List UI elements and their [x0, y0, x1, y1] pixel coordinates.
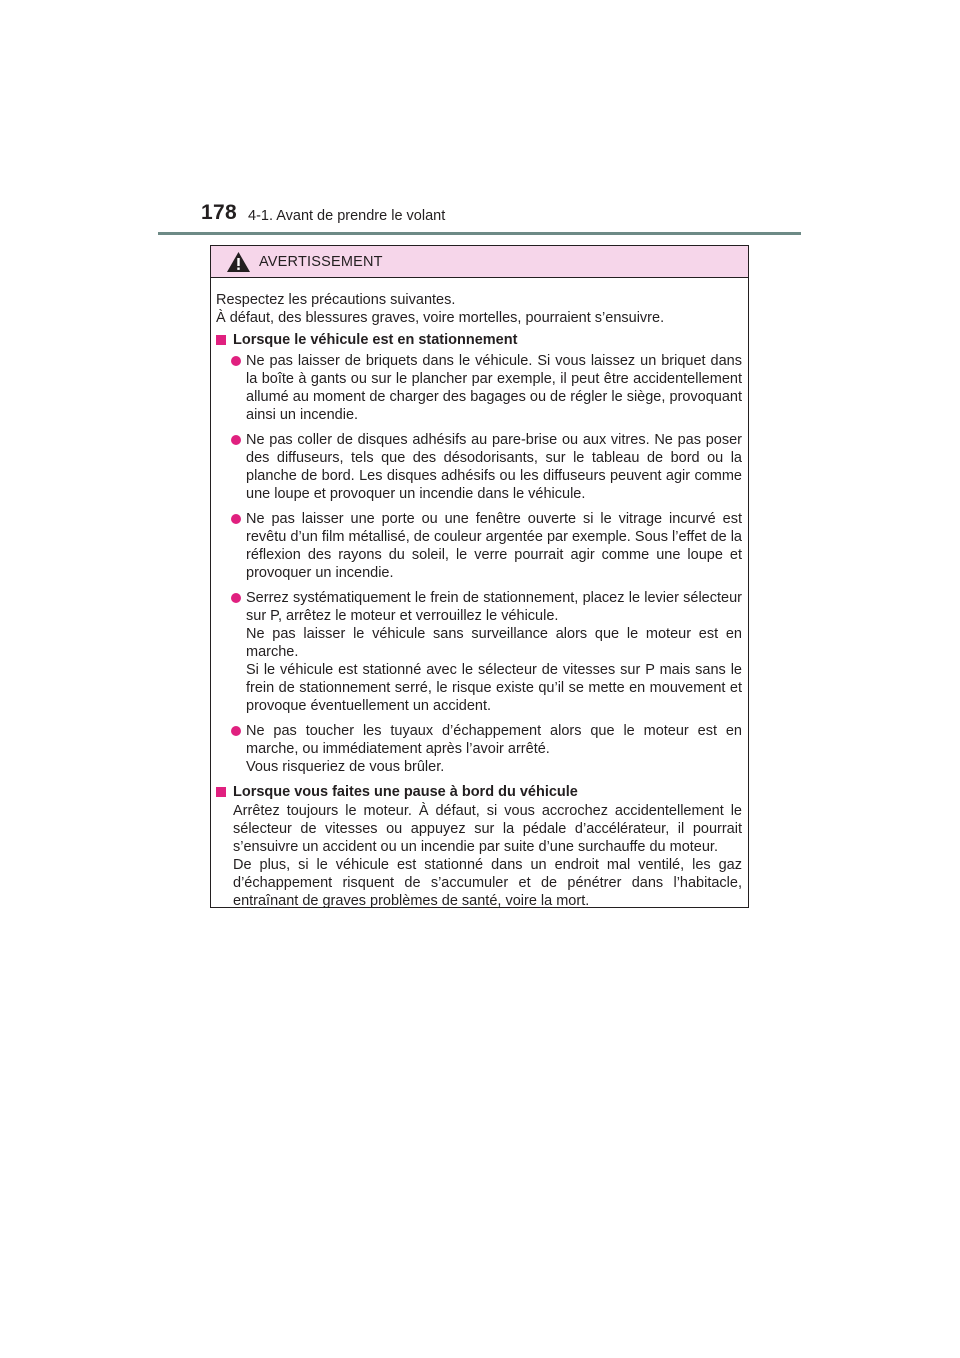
section-heading-text: Lorsque vous faites une pause à bord du véhicule [233, 784, 578, 800]
bullet-text: Ne pas toucher les tuyaux d’échappement alors que le moteur est en marche, ou immédiatement après l’avoir arrêté. [246, 723, 742, 757]
section-heading [216, 331, 742, 349]
bullet-item [216, 589, 742, 715]
bullet-text: Vous risqueriez de vous brûler. [246, 759, 445, 775]
warning-box [210, 245, 749, 908]
section-text: Arrêtez toujours le moteur. À défaut, si vous accrochez accidentellement le sélecteur de vitesses ou appuyez sur la pédale d’accélérateur, il pourrait s’ensuivre un accident ou un incendie par suite d’une surchauffe du moteur. [233, 803, 742, 855]
round-bullet-icon [231, 593, 241, 603]
round-bullet-icon [231, 435, 241, 445]
round-bullet-icon [231, 726, 241, 736]
intro-line: Respectez les précautions suivantes. [216, 292, 456, 308]
bullet-text: Ne pas laisser de briquets dans le véhicule. Si vous laissez un briquet dans la boîte à gants ou sur le plancher par exemple, il peut être accidentellement allumé au moment de charger des bagages ou de régler le siège, provoquant ainsi un incendie. [246, 353, 742, 423]
warning-body [211, 278, 748, 910]
square-bullet-icon [216, 787, 226, 797]
warning-title: AVERTISSEMENT [259, 253, 383, 270]
bullet-text: Ne pas laisser le véhicule sans surveillance alors que le moteur est en marche. [246, 626, 742, 660]
section-title: 4-1. Avant de prendre le volant [248, 208, 446, 224]
section-heading-text: Lorsque le véhicule est en stationnement [233, 332, 518, 348]
page-number: 178 [201, 201, 237, 224]
warning-header [211, 246, 748, 278]
bullet-text: Ne pas laisser une porte ou une fenêtre ouverte si le vitrage incurvé est revêtu d’un film métallisé, de couleur argentée par exemple. Sous l’effet de la réflexion des rayons du soleil, le verre pourrait agir comme une loupe et provoquer un incendie. [246, 511, 742, 581]
bullet-item [216, 722, 742, 776]
square-bullet-icon [216, 335, 226, 345]
bullet-text: Ne pas coller de disques adhésifs au pare-brise ou aux vitres. Ne pas poser des diffuseurs, tels que des désodorisants, sur le tableau de bord ou la planche de bord. Les disques adhésifs ou les diffuseurs peuvent agir comme une loupe et provoquer un incendie dans le véhicule. [246, 432, 742, 502]
section-heading [216, 783, 742, 801]
bullet-item [216, 431, 742, 503]
round-bullet-icon [231, 514, 241, 524]
section-text: De plus, si le véhicule est stationné dans un endroit mal ventilé, les gaz d’échappement risquent de s’accumuler et de pénétrer dans l’habitacle, entraînant de graves problèmes de santé, voire la mort. [233, 857, 742, 909]
bullet-item [216, 510, 742, 582]
warning-icon [226, 251, 251, 273]
bullet-text: Serrez systématiquement le frein de stationnement, placez le levier sélecteur sur P, arrêtez le moteur et verrouillez le véhicule. [246, 590, 742, 624]
round-bullet-icon [231, 356, 241, 366]
bullet-item [216, 352, 742, 424]
header-rule [158, 232, 801, 235]
bullet-text: Si le véhicule est stationné avec le sélecteur de vitesses sur P mais sans le frein de stationnement serré, le risque existe qu’il se mette en mouvement et provoque éventuellement un accident. [246, 662, 742, 714]
intro-line: À défaut, des blessures graves, voire mortelles, pourraient s’ensuivre. [216, 310, 665, 326]
